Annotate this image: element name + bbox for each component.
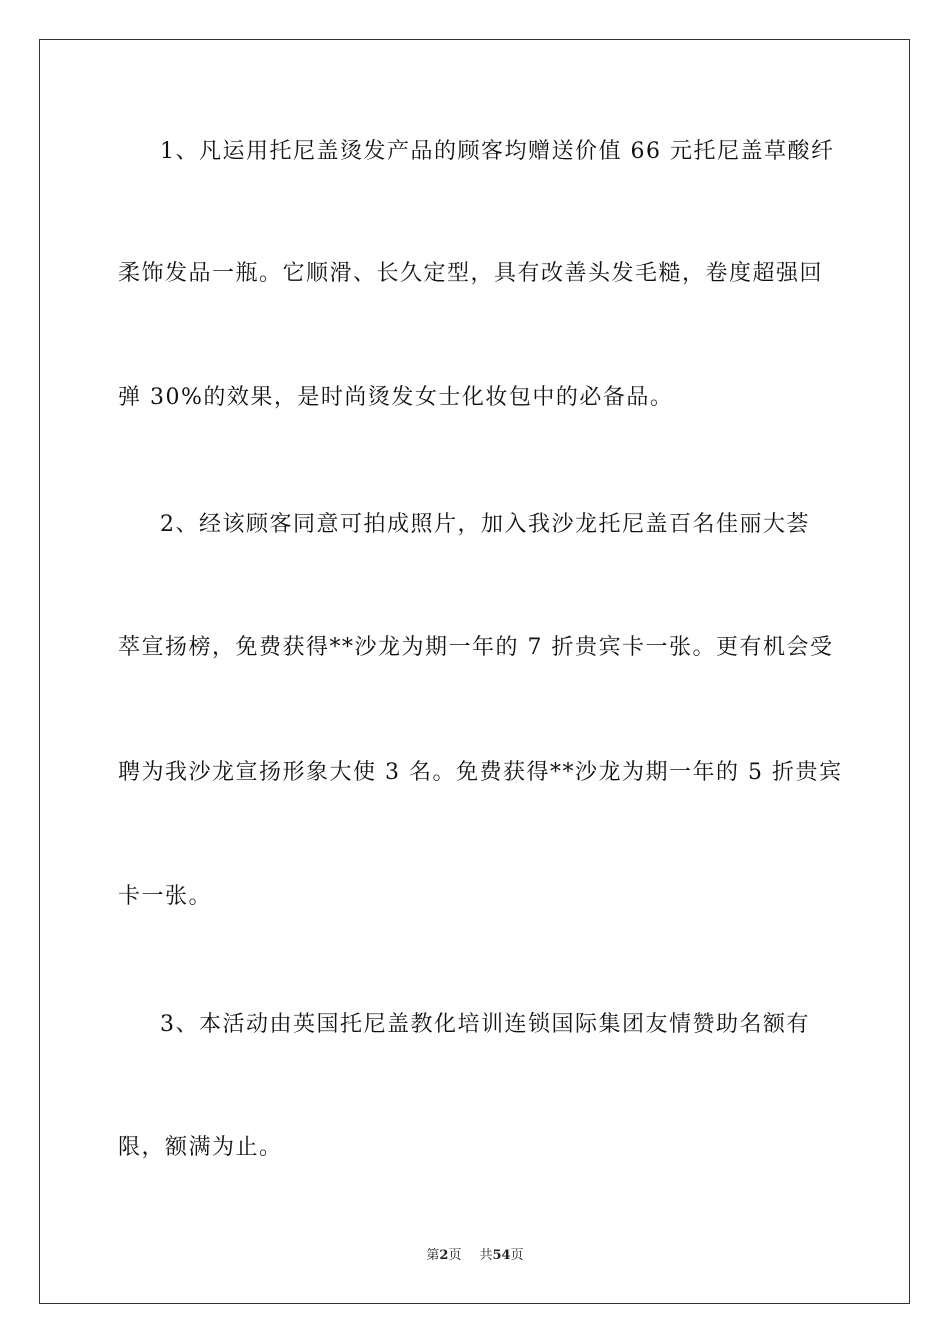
page-border	[39, 39, 910, 1304]
paragraph-2-line-1: 2、经该顾客同意可拍成照片，加入我沙龙托尼盖百名佳丽大荟	[160, 512, 810, 537]
paragraph-2-line-4: 卡一张。	[118, 884, 213, 909]
page-footer	[0, 1247, 950, 1265]
footer-page-prefix: 第	[426, 1248, 440, 1263]
paragraph-3-line-1: 3、本活动由英国托尼盖教化培训连锁国际集团友情赞助名额有	[160, 1012, 810, 1037]
paragraph-1-line-1: 1、凡运用托尼盖烫发产品的顾客均赠送价值 66 元托尼盖草酸纤	[160, 139, 835, 164]
footer-page-number: 2	[439, 1248, 449, 1263]
paragraph-3-line-2: 限，额满为止。	[118, 1135, 283, 1160]
paragraph-1-line-2: 柔饰发品一瓶。它顺滑、长久定型，具有改善头发毛糙，卷度超强回	[118, 261, 824, 286]
footer-total-pages: 54	[492, 1248, 511, 1263]
paragraph-2-line-3: 聘为我沙龙宣扬形象大使 3 名。免费获得**沙龙为期一年的 5 折贵宾	[118, 760, 843, 785]
paragraph-1-line-3: 弹 30%的效果，是时尚烫发女士化妆包中的必备品。	[118, 385, 674, 410]
footer-page-suffix: 页	[448, 1248, 462, 1263]
footer-total-suffix: 页	[510, 1248, 524, 1263]
paragraph-2-line-2: 萃宣扬榜，免费获得**沙龙为期一年的 7 折贵宾卡一张。更有机会受	[118, 635, 834, 660]
footer-total-prefix: 共	[479, 1248, 493, 1263]
